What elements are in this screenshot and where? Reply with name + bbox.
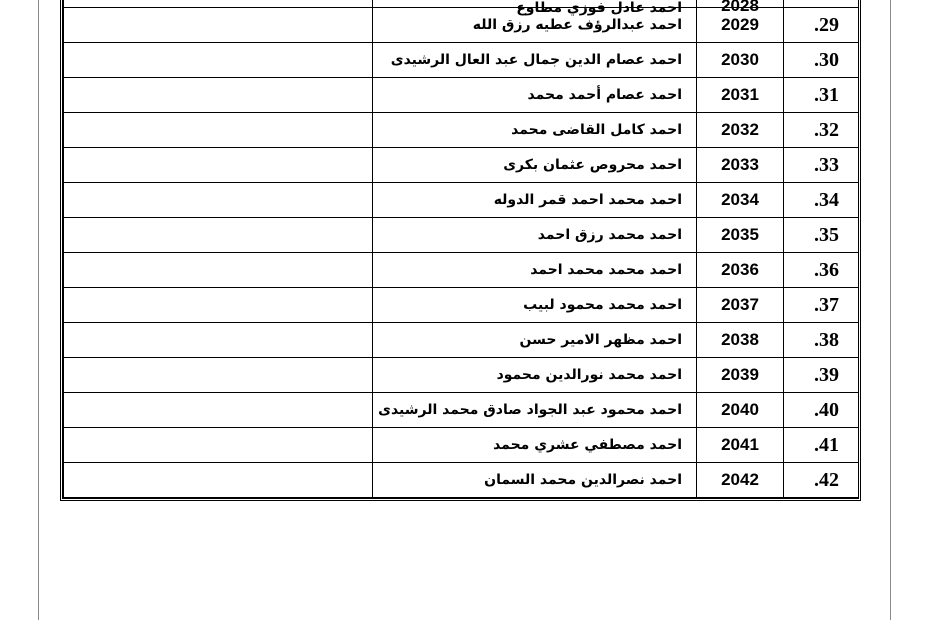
code-cell: [697, 288, 784, 323]
name-cell: [373, 428, 697, 463]
row-number: .34: [814, 188, 839, 211]
student-code: 2039: [721, 365, 759, 384]
code-cell: [697, 0, 784, 15]
blank-cell: [64, 428, 373, 463]
table-row: [64, 113, 859, 148]
student-name: احمد محمد احمد قمر الدوله: [493, 192, 682, 208]
student-table: [60, 0, 861, 501]
name-cell: [373, 463, 697, 498]
code-cell: [697, 463, 784, 498]
student-code: 2034: [721, 190, 759, 209]
table-row: [64, 183, 859, 218]
number-cell: [784, 148, 859, 183]
student-code: 2042: [721, 470, 759, 489]
blank-cell: [64, 148, 373, 183]
number-cell: [784, 78, 859, 113]
name-cell: [373, 0, 697, 16]
number-cell: [784, 218, 859, 253]
blank-cell: [64, 358, 373, 393]
name-cell: [373, 393, 697, 428]
row-number: .40: [814, 398, 839, 421]
code-cell: [697, 393, 784, 428]
student-name: احمد محمد نورالدين محمود: [496, 367, 682, 383]
blank-cell: [64, 113, 373, 148]
code-cell: [697, 113, 784, 148]
student-name: احمد عادل فوزي مطاوع: [516, 0, 682, 16]
name-cell: [373, 148, 697, 183]
code-cell: [697, 218, 784, 253]
table-row: [64, 288, 859, 323]
name-cell: [373, 358, 697, 393]
number-cell: [784, 393, 859, 428]
code-cell: [697, 253, 784, 288]
page-border-right: [890, 0, 891, 620]
blank-cell: [64, 288, 373, 323]
student-code: 2029: [721, 15, 759, 34]
blank-cell: [64, 8, 373, 43]
code-cell: [697, 358, 784, 393]
code-cell: [697, 183, 784, 218]
number-cell: [784, 253, 859, 288]
row-number: .33: [814, 153, 839, 176]
student-code: 2036: [721, 260, 759, 279]
name-cell: [373, 113, 697, 148]
student-name: احمد عبدالرؤف عطيه رزق الله: [472, 17, 682, 33]
student-name: احمد مظهر الامير حسن: [519, 332, 682, 348]
student-name: احمد محمد رزق احمد: [537, 227, 682, 243]
blank-cell: [64, 218, 373, 253]
student-name: احمد كامل القاضى محمد: [511, 122, 682, 138]
name-cell: [373, 78, 697, 113]
blank-cell: [64, 253, 373, 288]
number-cell: [784, 428, 859, 463]
table-row: [64, 148, 859, 183]
row-number: .31: [814, 83, 839, 106]
student-code: 2032: [721, 120, 759, 139]
student-name: احمد محمد محمود لبيب: [523, 297, 682, 313]
name-cell: [373, 288, 697, 323]
table-row: [64, 463, 859, 498]
page-border-left: [38, 0, 39, 620]
number-cell: [784, 0, 859, 8]
number-cell: [784, 8, 859, 43]
name-cell: [373, 253, 697, 288]
row-number: .39: [814, 363, 839, 386]
name-cell: [373, 43, 697, 78]
student-code: 2035: [721, 225, 759, 244]
blank-cell: [64, 0, 373, 8]
code-cell: [697, 78, 784, 113]
table-row: [64, 428, 859, 463]
table-row: [64, 78, 859, 113]
row-number: .38: [814, 328, 839, 351]
blank-cell: [64, 183, 373, 218]
code-cell: [697, 43, 784, 78]
student-name: احمد نصرالدين محمد السمان: [484, 472, 682, 488]
number-cell: [784, 463, 859, 498]
table-row: [64, 253, 859, 288]
row-number: .35: [814, 223, 839, 246]
row-number: .29: [814, 13, 839, 36]
number-cell: [784, 288, 859, 323]
student-code: 2033: [721, 155, 759, 174]
number-cell: [784, 113, 859, 148]
student-name: احمد عصام الدين جمال عبد العال الرشيدى: [390, 52, 682, 68]
row-number: .42: [814, 468, 839, 491]
row-number: .32: [814, 118, 839, 141]
student-code: 2030: [721, 50, 759, 69]
student-name: احمد محمد محمد احمد: [530, 262, 682, 278]
number-cell: [784, 323, 859, 358]
student-code: 2028: [721, 0, 759, 15]
row-number: .36: [814, 258, 839, 281]
student-code: 2040: [721, 400, 759, 419]
table-row: [64, 323, 859, 358]
code-cell: [697, 148, 784, 183]
blank-cell: [64, 463, 373, 498]
student-code: 2038: [721, 330, 759, 349]
name-cell: [373, 323, 697, 358]
row-number: .37: [814, 293, 839, 316]
student-name: احمد عصام أحمد محمد: [527, 87, 682, 103]
table-row: [64, 218, 859, 253]
name-cell: [373, 218, 697, 253]
student-name: احمد محروص عثمان بكرى: [503, 157, 682, 173]
row-number: .30: [814, 48, 839, 71]
number-cell: [784, 183, 859, 218]
table-body: [64, 0, 859, 498]
student-code: 2037: [721, 295, 759, 314]
blank-cell: [64, 323, 373, 358]
number-cell: [784, 358, 859, 393]
student-code: 2041: [721, 435, 759, 454]
row-number: .41: [814, 433, 839, 456]
table-row: [64, 358, 859, 393]
student-name: احمد محمود عبد الجواد صادق محمد الرشيدى: [378, 402, 682, 418]
code-cell: [697, 323, 784, 358]
table-row: [64, 43, 859, 78]
student-code: 2031: [721, 85, 759, 104]
code-cell: [697, 428, 784, 463]
name-cell: [373, 183, 697, 218]
blank-cell: [64, 393, 373, 428]
table-row-partial: [64, 0, 859, 8]
number-cell: [784, 43, 859, 78]
blank-cell: [64, 78, 373, 113]
table-row: [64, 393, 859, 428]
student-name: احمد مصطفي عشري محمد: [493, 437, 682, 453]
blank-cell: [64, 43, 373, 78]
